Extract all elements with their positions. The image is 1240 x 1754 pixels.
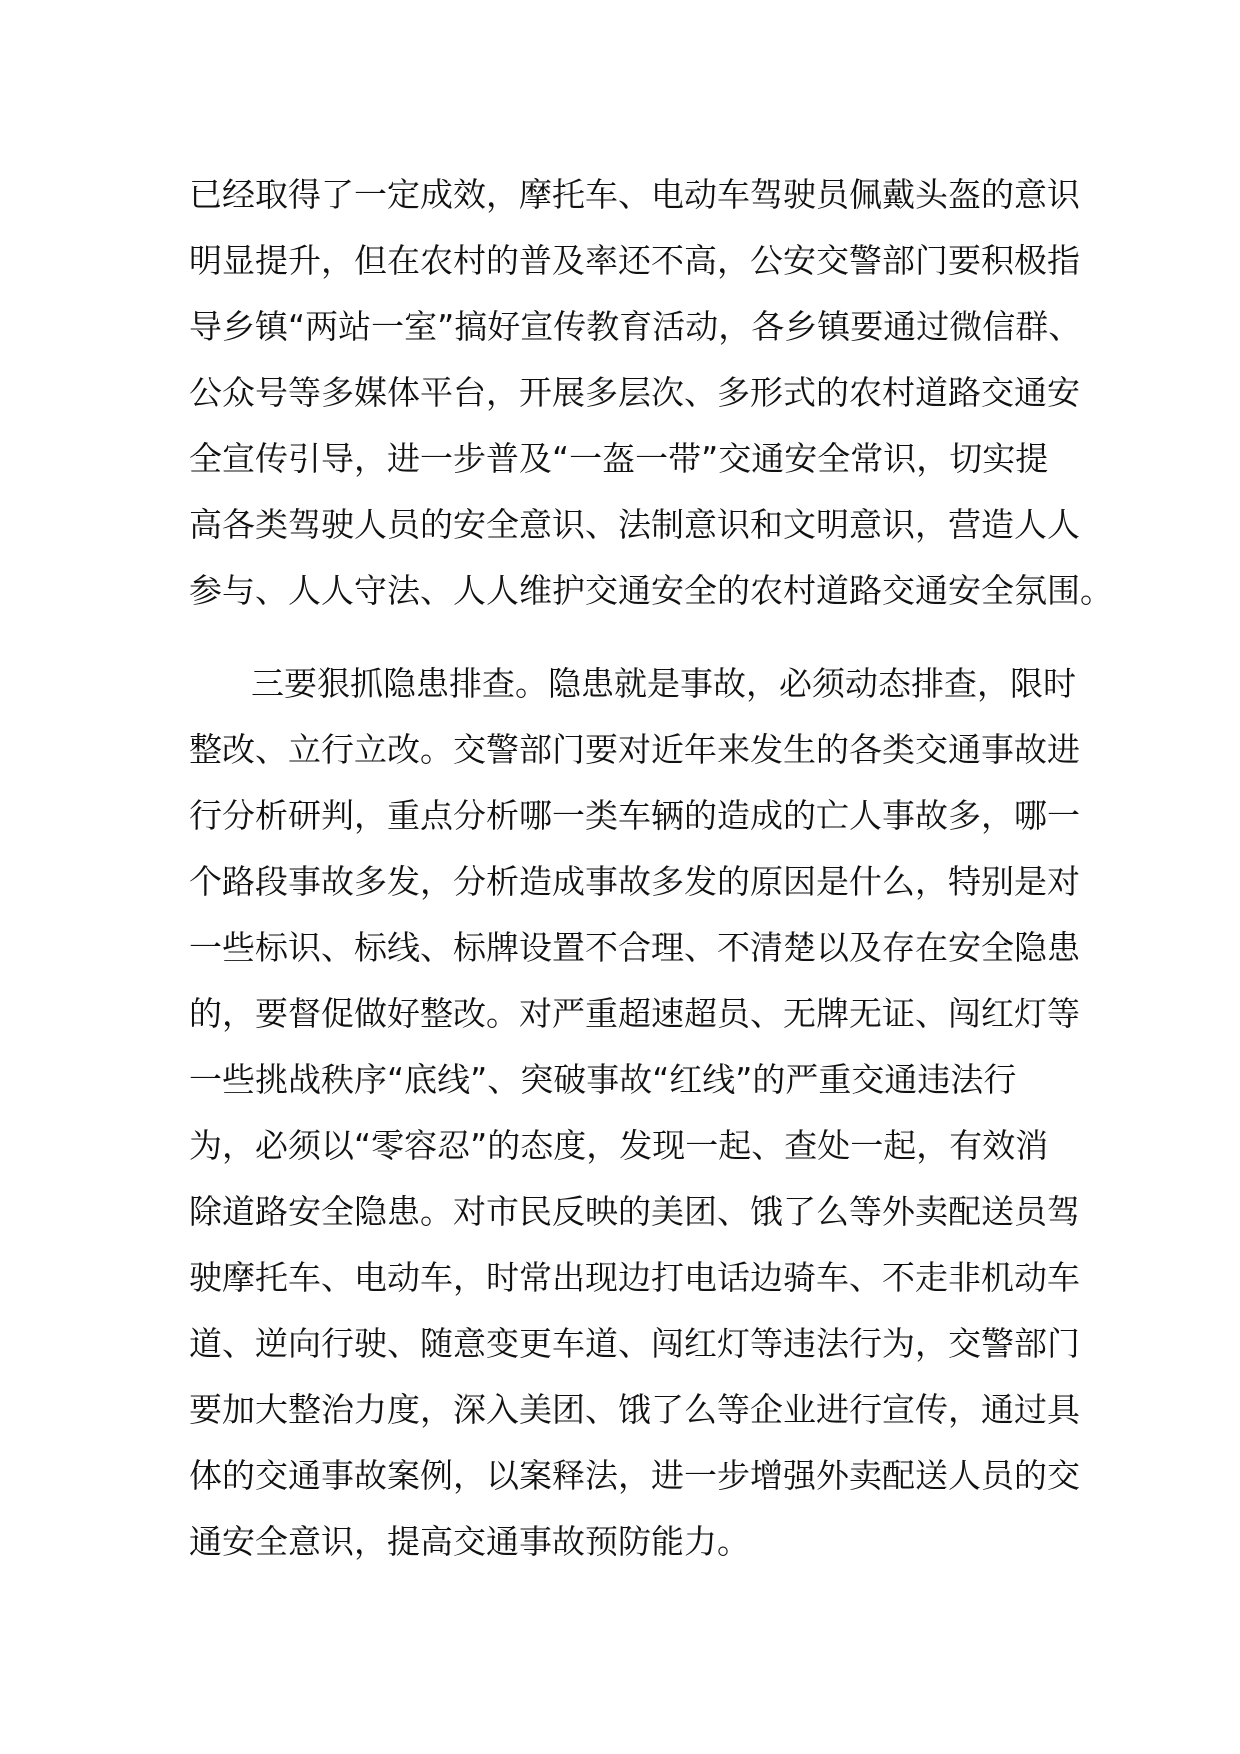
text-line: 道、逆向行驶、随意变更车道、闯红灯等违法行为，交警部门 bbox=[189, 1324, 1080, 1363]
text-line: 要加大整治力度，深入美团、饿了么等企业进行宣传，通过具 bbox=[189, 1390, 1080, 1429]
text-line: 已经取得了一定成效，摩托车、电动车驾驶员佩戴头盔的意识 bbox=[189, 175, 1080, 214]
text-line: 公众号等多媒体平台，开展多层次、多形式的农村道路交通安 bbox=[189, 373, 1080, 412]
text-line: 体的交通事故案例，以案释法，进一步增强外卖配送人员的交 bbox=[189, 1456, 1080, 1495]
text-line: 除道路安全隐患。对市民反映的美团、饿了么等外卖配送员驾 bbox=[189, 1192, 1080, 1231]
text-line: 行分析研判，重点分析哪一类车辆的造成的亡人事故多，哪一 bbox=[189, 796, 1080, 835]
text-line: 的，要督促做好整改。对严重超速超员、无牌无证、闯红灯等 bbox=[189, 994, 1080, 1033]
text-line: 通安全意识，提高交通事故预防能力。 bbox=[189, 1522, 750, 1561]
text-line: 导乡镇“两站一室”搞好宣传教育活动，各乡镇要通过微信群、 bbox=[189, 307, 1082, 346]
text-line: 全宣传引导，进一步普及“一盔一带”交通安全常识，切实提 bbox=[189, 439, 1049, 478]
text-line: 参与、人人守法、人人维护交通安全的农村道路交通安全氛围。 bbox=[189, 571, 1113, 610]
text-line: 高各类驾驶人员的安全意识、法制意识和文明意识，营造人人 bbox=[189, 505, 1080, 544]
text-line: 明显提升，但在农村的普及率还不高，公安交警部门要积极指 bbox=[189, 241, 1080, 280]
text-line: 驶摩托车、电动车，时常出现边打电话边骑车、不走非机动车 bbox=[189, 1258, 1080, 1297]
paragraph-helmet-publicity bbox=[189, 162, 1113, 624]
text-line: 一些标识、标线、标牌设置不合理、不清楚以及存在安全隐患 bbox=[189, 928, 1080, 967]
text-line: 一些挑战秩序“底线”、突破事故“红线”的严重交通违法行 bbox=[189, 1060, 1017, 1099]
paragraph-hazard-inspection bbox=[189, 651, 1080, 1575]
text-line: 整改、立行立改。交警部门要对近年来发生的各类交通事故进 bbox=[189, 730, 1080, 769]
text-line: 个路段事故多发，分析造成事故多发的原因是什么，特别是对 bbox=[189, 862, 1080, 901]
text-line-indented: 三要狠抓隐患排查。隐患就是事故，必须动态排查，限时 bbox=[251, 664, 1076, 703]
text-line: 为，必须以“零容忍”的态度，发现一起、查处一起，有效消 bbox=[189, 1126, 1049, 1165]
